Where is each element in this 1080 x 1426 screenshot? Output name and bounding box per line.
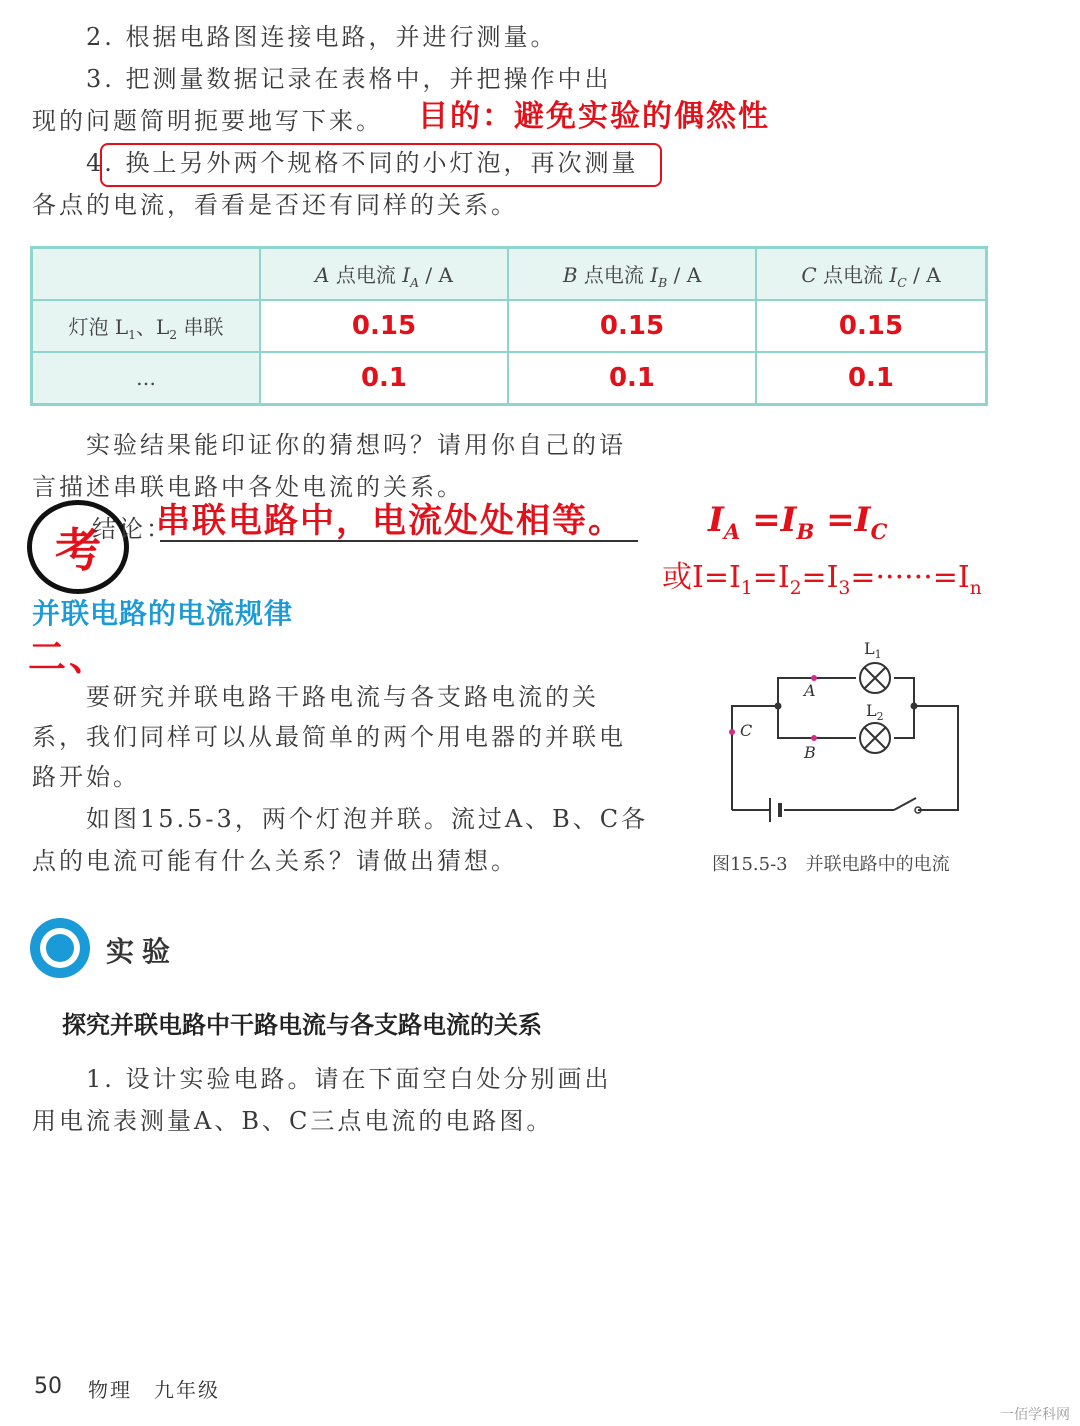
watermark: 一佰学科网: [1000, 1407, 1070, 1423]
paragraph: 点的电流可能有什么关系？请做出猜想。: [32, 847, 518, 875]
table-cell: 0.15: [508, 300, 756, 352]
step-3-text: 3. 把测量数据记录在表格中，并把操作中出: [86, 65, 612, 93]
experiment-step-1: 1. 设计实验电路。请在下面空白处分别画出: [86, 1065, 612, 1093]
paragraph: 如图15.5-3，两个灯泡并联。流过A、B、C各: [86, 805, 649, 833]
purpose-annotation: 目的：避免实验的偶然性: [418, 99, 770, 134]
point-a-label: A: [804, 681, 816, 700]
formula-annotation-2: 或$I=I_1=I_2=I_3=\cdot\cdot\cdot\cdot\cdot\cdot=I_n$: [662, 560, 982, 599]
table-cell: 0.15: [260, 300, 508, 352]
book-title: 物理 九年级: [88, 1378, 220, 1402]
table-cell: 0.1: [508, 352, 756, 405]
experiment-label: 实验: [106, 935, 179, 968]
table-row-label: 灯泡 $L_1$、$L_2$ 串联: [32, 300, 261, 352]
question-text: 实验结果能印证你的猜想吗？请用你自己的语: [86, 431, 626, 459]
bulb-l1-label: $L_1$: [864, 639, 882, 661]
question-text-cont: 言描述串联电路中各处电流的关系。: [32, 473, 464, 501]
experiment-title: 探究并联电路中干路电流与各支路电流的关系: [62, 1011, 542, 1039]
page-number: 50: [34, 1374, 62, 1399]
section-title: 并联电路的电流规律: [32, 597, 294, 630]
table-row-label: …: [32, 352, 261, 405]
step-4-text: 4. 换上另外两个规格不同的小灯泡，再次测量: [86, 149, 639, 177]
experiment-icon: [30, 918, 90, 978]
formula-annotation: $I_A =I_B =I_C$: [708, 500, 888, 544]
step-4-text-cont: 各点的电流，看看是否还有同样的关系。: [32, 191, 518, 219]
step-2-text: 2. 根据电路图连接电路，并进行测量。: [86, 23, 558, 51]
table-row: [32, 352, 987, 405]
table-cell: 0.1: [756, 352, 987, 405]
conclusion-label: 结论：: [92, 515, 173, 543]
point-b-label: B: [804, 743, 816, 762]
table-cell: 0.15: [756, 300, 987, 352]
table-header-cell: B 点电流 $I_B$ / A: [508, 248, 756, 301]
point-c-label: C: [740, 721, 753, 740]
paragraph: 系，我们同样可以从最简单的两个用电器的并联电: [32, 723, 626, 751]
step-3-text-cont: 现的问题简明扼要地写下来。: [32, 107, 383, 135]
figure-caption: 图15.5-3 并联电路中的电流: [712, 854, 950, 875]
paragraph: 要研究并联电路干路电流与各支路电流的关: [86, 683, 599, 711]
table-header-row: [32, 248, 987, 301]
table-row: [32, 300, 987, 352]
table-header-cell: A 点电流 $I_A$ / A: [260, 248, 508, 301]
table-header-cell: [32, 248, 261, 301]
conclusion-annotation: 串联电路中，电流处处相等。: [156, 501, 624, 541]
table-cell: 0.1: [260, 352, 508, 405]
table-header-cell: C 点电流 $I_C$ / A: [756, 248, 987, 301]
bulb-l2-label: $L_2$: [866, 701, 884, 723]
experiment-step-1-cont: 用电流表测量A、B、C三点电流的电路图。: [32, 1107, 554, 1135]
exam-mark: 考: [27, 500, 129, 594]
measurement-table: [30, 246, 988, 406]
section-number-annotation: 二、: [28, 635, 111, 679]
paragraph: 路开始。: [32, 763, 140, 791]
parallel-circuit-diagram: [718, 630, 978, 840]
